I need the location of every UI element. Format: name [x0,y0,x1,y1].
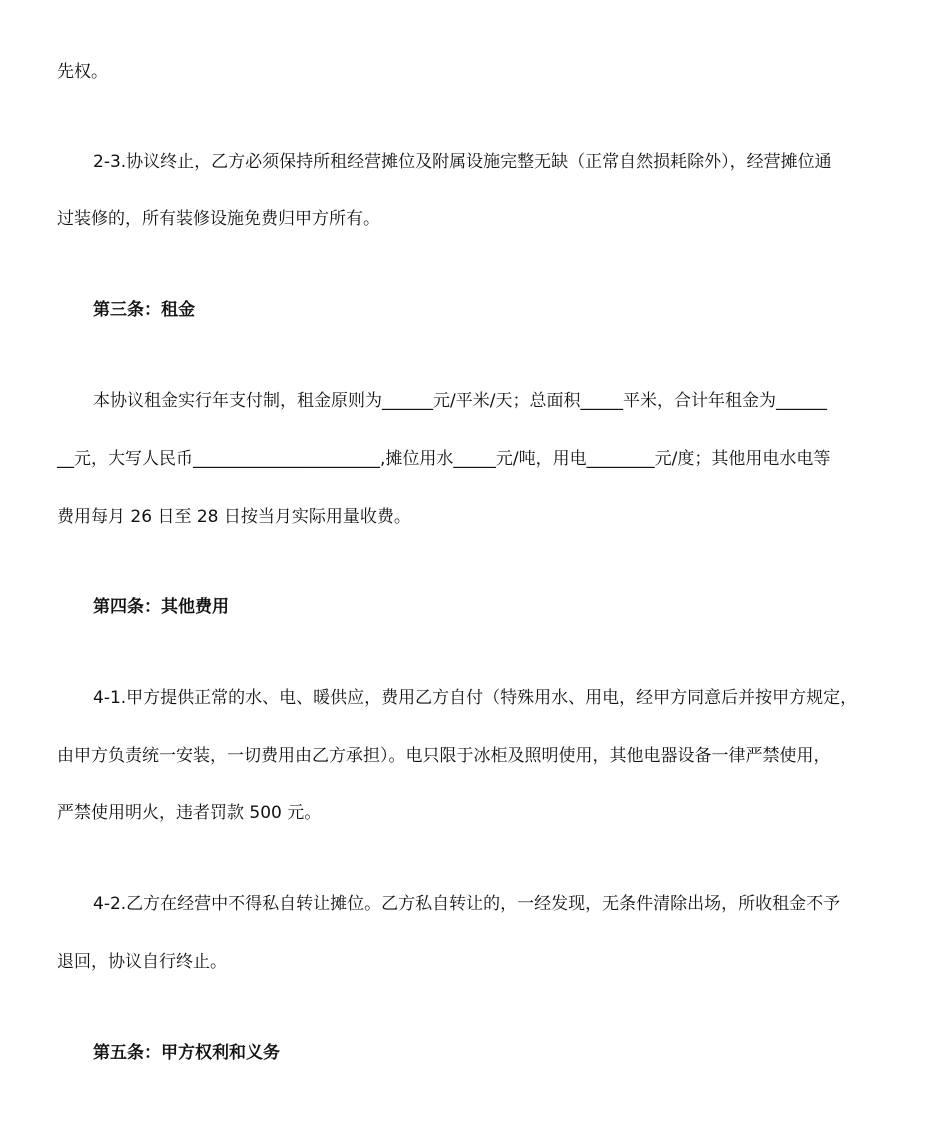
section-heading: 第四条：其他费用 [93,597,229,617]
paragraph-line: __元，大写人民币______________________,摊位用水_____元/吨，用电________元/度；其他用电水电等 [57,449,831,469]
paragraph-line: 由甲方负责统一安装，一切费用由乙方承担）。电只限于冰柜及照明使用，其他电器设备一律严禁使用， [57,746,831,766]
section-heading: 第三条：租金 [93,300,195,320]
paragraph-line: 本协议租金实行年支付制，租金原则为______元/平米/天；总面积_____平米，合计年租金为______ [93,391,827,411]
paragraph-line: 4-2.乙方在经营中不得私自转让摊位。乙方私自转让的，一经发现，无条件清除出场，所收租金不予 [93,894,841,914]
paragraph-line: 退回，协议自行终止。 [57,952,227,972]
paragraph-line: 4-1.甲方提供正常的水、电、暖供应，费用乙方自付（特殊用水、用电，经甲方同意后并按甲方规定， [93,688,858,708]
paragraph-line: 先权。 [57,62,108,82]
paragraph-line: 2-3.协议终止，乙方必须保持所租经营摊位及附属设施完整无缺（正常自然损耗除外），经营摊位通 [93,152,832,172]
paragraph-line: 过装修的，所有装修设施免费归甲方所有。 [57,209,380,229]
paragraph-line: 严禁使用明火，违者罚款 500 元。 [57,803,322,823]
paragraph-line: 费用每月 26 日至 28 日按当月实际用量收费。 [57,507,411,527]
section-heading: 第五条：甲方权利和义务 [93,1043,280,1063]
